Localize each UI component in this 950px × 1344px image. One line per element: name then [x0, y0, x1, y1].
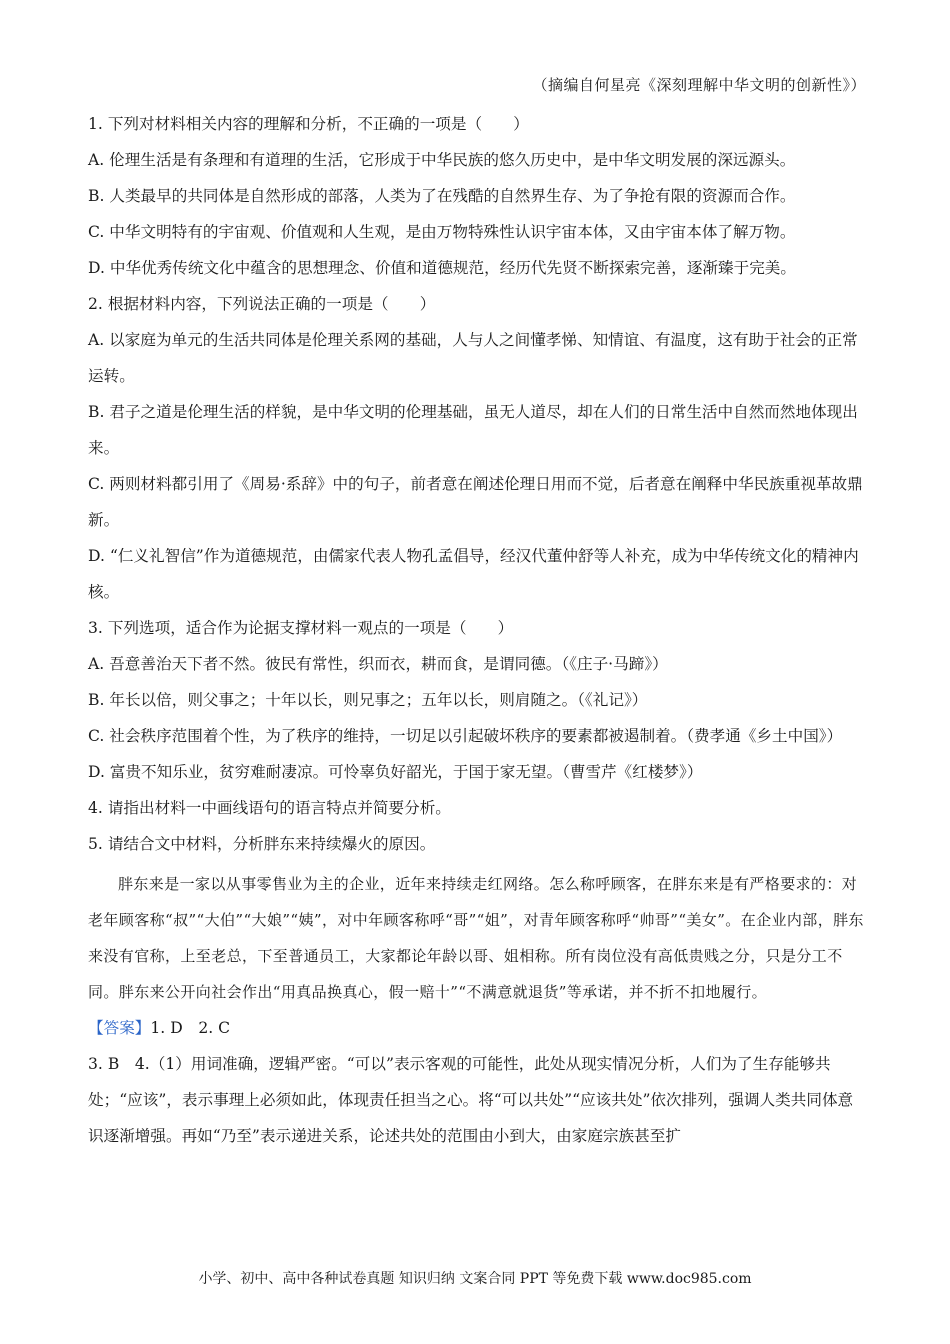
document-body — [88, 106, 864, 1154]
case-passage: 胖东来是一家以从事零售业为主的企业，近年来持续走红网络。怎么称呼顾客，在胖东来是有严格要求的：对老年顾客称“叔”“大伯”“大娘”“姨”，对中年顾客称呼“哥”“姐”，对青年顾客称呼“帅哥”“美女”。在企业内部，胖东来没有官称，上至老总，下至普通员工，大家都论年龄以哥、姐相称。所有岗位没有高低贵贱之分，只是分工不同。胖东来公开向社会作出“用真品换真心，假一赔十”“不满意就退货”等承诺，并不折不扣地履行。 — [88, 875, 864, 1001]
question-2-option-a: A. 以家庭为单元的生活共同体是伦理关系网的基础，人与人之间懂孝悌、知情谊、有温度，这有助于社会的正常运转。 — [88, 331, 858, 385]
question-3-option-b: B. 年长以倍，则父事之；十年以长，则兄事之；五年以长，则肩随之。（《礼记》） — [88, 691, 648, 709]
question-1-option-b: B. 人类最早的共同体是自然形成的部落，人类为了在残酷的自然界生存、为了争抢有限的资源而合作。 — [88, 187, 796, 205]
answer-line-1 — [88, 1010, 864, 1046]
question-5-stem: 5. 请结合文中材料，分析胖东来持续爆火的原因。 — [88, 835, 436, 853]
question-1-option-a: A. 伦理生活是有条理和有道理的生活，它形成于中华民族的悠久历史中，是中华文明发展的深远源头。 — [88, 151, 796, 169]
question-1-stem: 1. 下列对材料相关内容的理解和分析，不正确的一项是（ ） — [88, 115, 529, 133]
question-1-option-c: C. 中华文明特有的宇宙观、价值观和人生观，是由万物特殊性认识宇宙本体，又由宇宙本体了解万物。 — [88, 223, 796, 241]
question-2-option-d: D. “仁义礼智信”作为道德规范，由儒家代表人物孔孟倡导，经汉代董仲舒等人补充，成为中华传统文化的精神内核。 — [88, 547, 859, 601]
question-4-stem: 4. 请指出材料一中画线语句的语言特点并简要分析。 — [88, 799, 451, 817]
question-1-option-d: D. 中华优秀传统文化中蕴含的思想理念、价值和道德规范，经历代先贤不断探索完善，逐渐臻于完美。 — [88, 259, 796, 277]
question-3-option-c: C. 社会秩序范围着个性，为了秩序的维持，一切足以引起破坏秩序的要素都被遏制着。（费孝通《乡土中国》） — [88, 727, 843, 745]
question-2-option-c: C. 两则材料都引用了《周易·系辞》中的句子，前者意在阐述伦理日用而不觉，后者意在阐释中华民族重视革故鼎新。 — [88, 475, 863, 529]
question-3-option-a: A. 吾意善治天下者不然。彼民有常性，织而衣，耕而食，是谓同德。（《庄子·马蹄》） — [88, 655, 668, 673]
source-citation: （摘编自何星亮《深刻理解中华文明的创新性》） — [532, 76, 866, 94]
question-2-stem: 2. 根据材料内容，下列说法正确的一项是（ ） — [88, 295, 436, 313]
question-3-option-d: D. 富贵不知乐业，贫穷难耐凄凉。可怜辜负好韶光，于国于家无望。（曹雪芹《红楼梦》） — [88, 763, 703, 781]
footer-banner: 小学、初中、高中各种试卷真题 知识归纳 文案合同 PPT 等免费下载 www.doc985.com — [198, 1271, 752, 1287]
answer-tag: 【答案】 — [88, 1019, 151, 1037]
answer-1-2: 1. D 2. C — [150, 1019, 231, 1037]
question-3-stem: 3. 下列选项，适合作为论据支撑材料一观点的一项是（ ） — [88, 619, 514, 637]
question-2-option-b: B. 君子之道是伦理生活的样貌，是中华文明的伦理基础，虽无人道尽，却在人们的日常生活中自然而然地体现出来。 — [88, 403, 858, 457]
answer-line-2: 3. B 4.（1）用词准确，逻辑严密。“可以”表示客观的可能性，此处从现实情况分析，人们为了生存能够共处；“应该”，表示事理上必须如此，体现责任担当之心。将“可以共处”“应该共处”依次排列，强调人类共同体意识逐渐增强。再如“乃至”表示递进关系，论述共处的范围由小到大，由家庭宗族甚至扩 — [88, 1055, 854, 1145]
